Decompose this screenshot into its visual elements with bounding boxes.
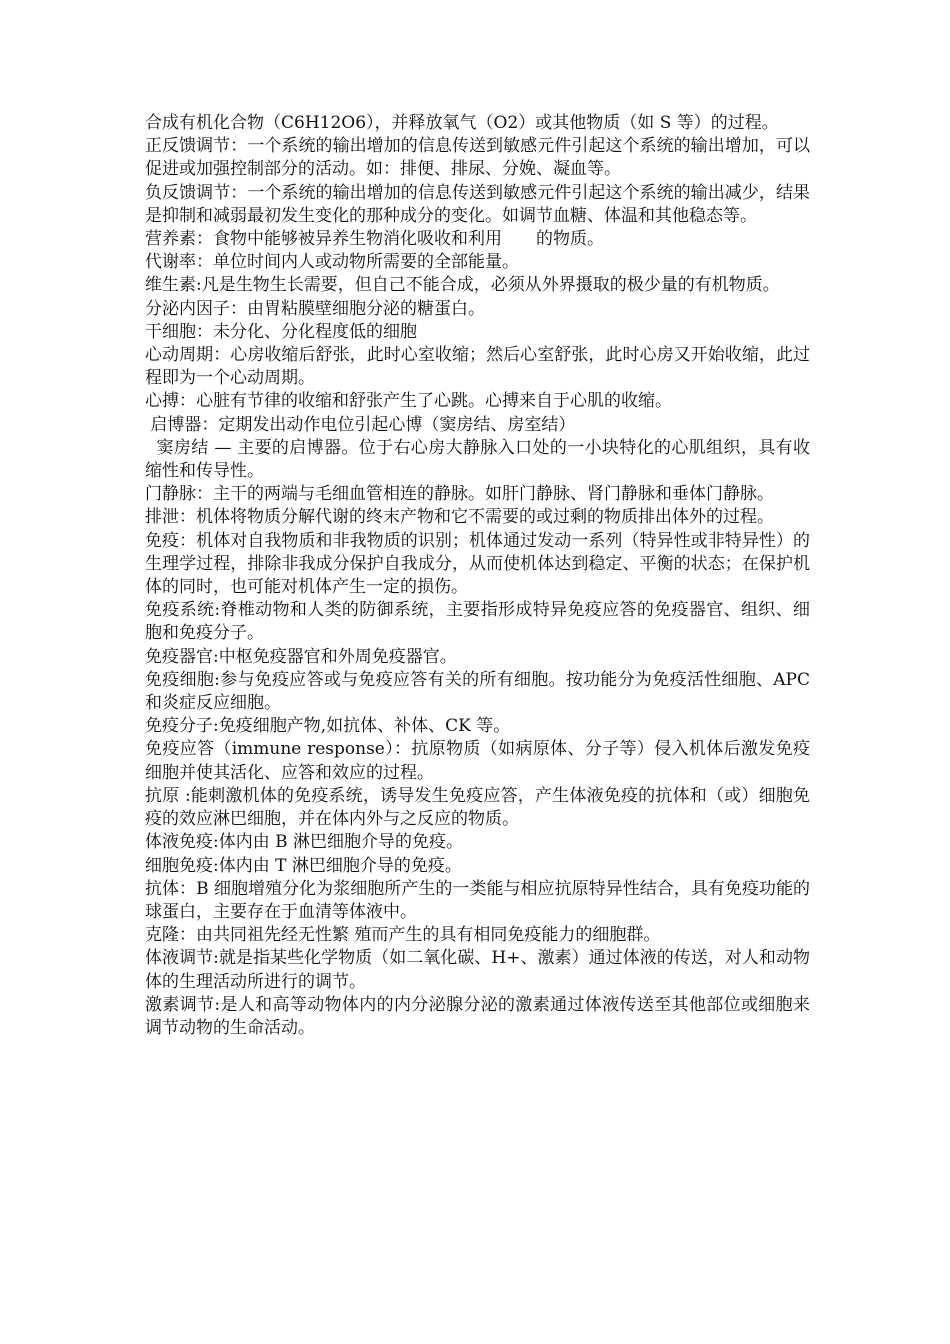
paragraph-immune-system: 免疫系统:脊椎动物和人类的防御系统，主要指形成特异免疫应答的免疫器官、组织、细胞和免疫分子。 [145,600,810,644]
paragraph-portal-vein: 门静脉：主干的两端与毛细血管相连的静脉。如肝门静脉、肾门静脉和垂体门静脉。 [145,484,774,505]
paragraph-cardiac-cycle: 心动周期：心房收缩后舒张，此时心室收缩；然后心室舒张，此时心房又开始收缩，此过程即为一个心动周期。 [145,345,810,389]
paragraph-clone: 克隆：由共同祖先经无性繁 殖而产生的具有相同免疫能力的细胞群。 [145,925,661,946]
paragraph-vitamin: 维生素:凡是生物生长需要，但自己不能合成，必须从外界摄取的极少量的有机物质。 [145,275,780,296]
paragraph-positive-feedback: 正反馈调节：一个系统的输出增加的信息传送到敏感元件引起这个系统的输出增加，可以促进或加强控制部分的活动。如：排便、排尿、分娩、凝血等。 [145,136,810,180]
paragraph-cellular-immunity: 细胞免疫:体内由 T 淋巴细胞介导的免疫。 [145,855,462,876]
paragraph-heartbeat: 心搏：心脏有节律的收缩和舒张产生了心跳。心搏来自于心肌的收缩。 [145,391,672,412]
paragraph-negative-feedback: 负反馈调节：一个系统的输出增加的信息传送到敏感元件引起这个系统的输出减少，结果是抑制和减弱最初发生变化的那种成分的变化。如调节血糖、体温和其他稳态等。 [145,182,810,226]
paragraph-stem-cell: 干细胞：未分化、分化程度低的细胞 [145,321,417,342]
paragraph-hormone-regulation: 激素调节:是人和高等动物体内的内分泌腺分泌的激素通过体液传送至其他部位或细胞来调节动物的生命活动。 [145,994,810,1038]
paragraph-antigen: 抗原 :能刺激机体的免疫系统，诱导发生免疫应答，产生体液免疫的抗体和（或）细胞免疫的效应淋巴细胞，并在体内外与之反应的物质。 [145,785,810,830]
document-body [145,112,816,1040]
paragraph-immune-response: 免疫应答（immune response）：抗原物质（如病原体、分子等）侵入机体后激发免疫细胞并使其活化、应答和效应的过程。 [145,739,810,783]
paragraph-photosynthesis-tail: 合成有机化合物（C6H12O6），并释放氧气（O2）或其他物质（如 S 等）的过程。 [145,113,779,133]
paragraph-humoral-regulation: 体液调节:就是指某些化学物质（如二氧化碳、H+、激素）通过体液的传送，对人和动物体的生理活动所进行的调节。 [145,948,810,992]
paragraph-immune-cells: 免疫细胞:参与免疫应答或与免疫应答有关的所有细胞。按功能分为免疫活性细胞、APC 和炎症反应细胞。 [145,669,816,714]
paragraph-immune-organs: 免疫器官:中枢免疫器官和外周免疫器官。 [145,646,457,667]
paragraph-antibody: 抗体：B 细胞增殖分化为浆细胞所产生的一类能与相应抗原特异性结合，具有免疫功能的球蛋白，主要存在于血清等体液中。 [145,878,810,922]
paragraph-metabolic-rate: 代谢率：单位时间内人或动物所需要的全部能量。 [145,252,519,273]
paragraph-nutrient: 营养素：食物中能够被异养生物消化吸收和利用 的物质。 [145,229,604,250]
paragraph-immune-molecules: 免疫分子:免疫细胞产物,如抗体、补体、CK 等。 [145,716,511,737]
paragraph-immunity: 免疫：机体对自我物质和非我物质的识别；机体通过发动一系列（特异性或非特异性）的生理学过程，排除非我成分保护自我成分，从而使机体达到稳定、平衡的状态；在保护机体的同时，也可能对机体产生一定的损伤。 [145,530,810,598]
paragraph-pacemaker: 启博器：定期发出动作电位引起心博（窦房结、房室结） [145,414,576,435]
paragraph-intrinsic-factor: 分泌内因子：由胃粘膜壁细胞分泌的糖蛋白。 [145,298,485,319]
paragraph-humoral-immunity: 体液免疫:体内由 B 淋巴细胞介导的免疫。 [145,832,464,853]
paragraph-excretion: 排泄：机体将物质分解代谢的终末产物和它不需要的或过剩的物质排出体外的过程。 [145,507,774,528]
paragraph-sinoatrial-node: 窦房结 — 主要的启博器。位于右心房大静脉入口处的一小块特化的心肌组织，具有收缩性和传导性。 [145,437,810,482]
